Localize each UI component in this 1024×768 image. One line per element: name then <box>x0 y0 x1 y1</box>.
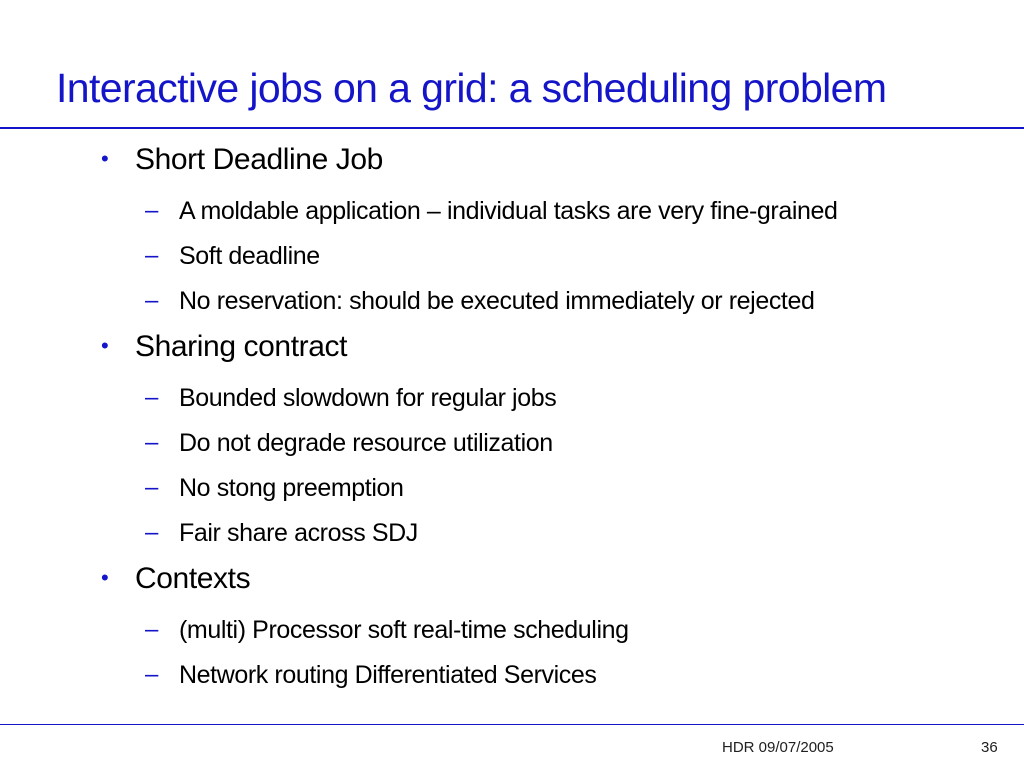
bullet-list <box>0 140 1024 701</box>
dash-icon: – <box>145 242 159 269</box>
footer-divider <box>0 724 1024 725</box>
slide-title: Interactive jobs on a grid: a scheduling problem <box>56 65 887 111</box>
dash-icon: – <box>145 429 159 456</box>
bullet-icon: • <box>101 565 109 590</box>
dash-icon: – <box>145 474 159 501</box>
bullet-icon: • <box>101 146 109 171</box>
bullet-text: Short Deadline Job <box>135 143 383 176</box>
dash-icon: – <box>145 519 159 546</box>
bullet-text: Sharing contract <box>135 330 348 363</box>
page-number: 36 <box>981 739 998 756</box>
sub-bullet-text: No stong preemption <box>179 474 404 502</box>
sub-bullet-item <box>0 379 1024 424</box>
bullet-text: Contexts <box>135 562 251 595</box>
bullet-icon: • <box>101 333 109 358</box>
sub-bullet-text: Soft deadline <box>179 242 320 270</box>
bullet-item <box>0 327 1024 379</box>
sub-bullet-item <box>0 192 1024 237</box>
sub-bullet-text: (multi) Processor soft real-time scheduling <box>179 616 629 644</box>
dash-icon: – <box>145 384 159 411</box>
dash-icon: – <box>145 197 159 224</box>
sub-bullet-text: No reservation: should be executed immediately or rejected <box>179 287 815 315</box>
dash-icon: – <box>145 661 159 688</box>
sub-bullet-text: Network routing Differentiated Services <box>179 661 597 689</box>
sub-bullet-text: A moldable application – individual tasks are very fine-grained <box>179 197 838 225</box>
title-divider <box>0 127 1024 129</box>
sub-bullet-item <box>0 237 1024 282</box>
footer-date: HDR 09/07/2005 <box>722 739 834 756</box>
sub-bullet-text: Fair share across SDJ <box>179 519 418 547</box>
sub-bullet-text: Do not degrade resource utilization <box>179 429 553 457</box>
sub-bullet-text: Bounded slowdown for regular jobs <box>179 384 557 412</box>
sub-bullet-item <box>0 611 1024 656</box>
sub-bullet-item <box>0 656 1024 701</box>
bullet-item <box>0 559 1024 611</box>
sub-bullet-item <box>0 469 1024 514</box>
dash-icon: – <box>145 616 159 643</box>
sub-bullet-item <box>0 282 1024 327</box>
bullet-item <box>0 140 1024 192</box>
sub-bullet-item <box>0 424 1024 469</box>
dash-icon: – <box>145 287 159 314</box>
sub-bullet-item <box>0 514 1024 559</box>
